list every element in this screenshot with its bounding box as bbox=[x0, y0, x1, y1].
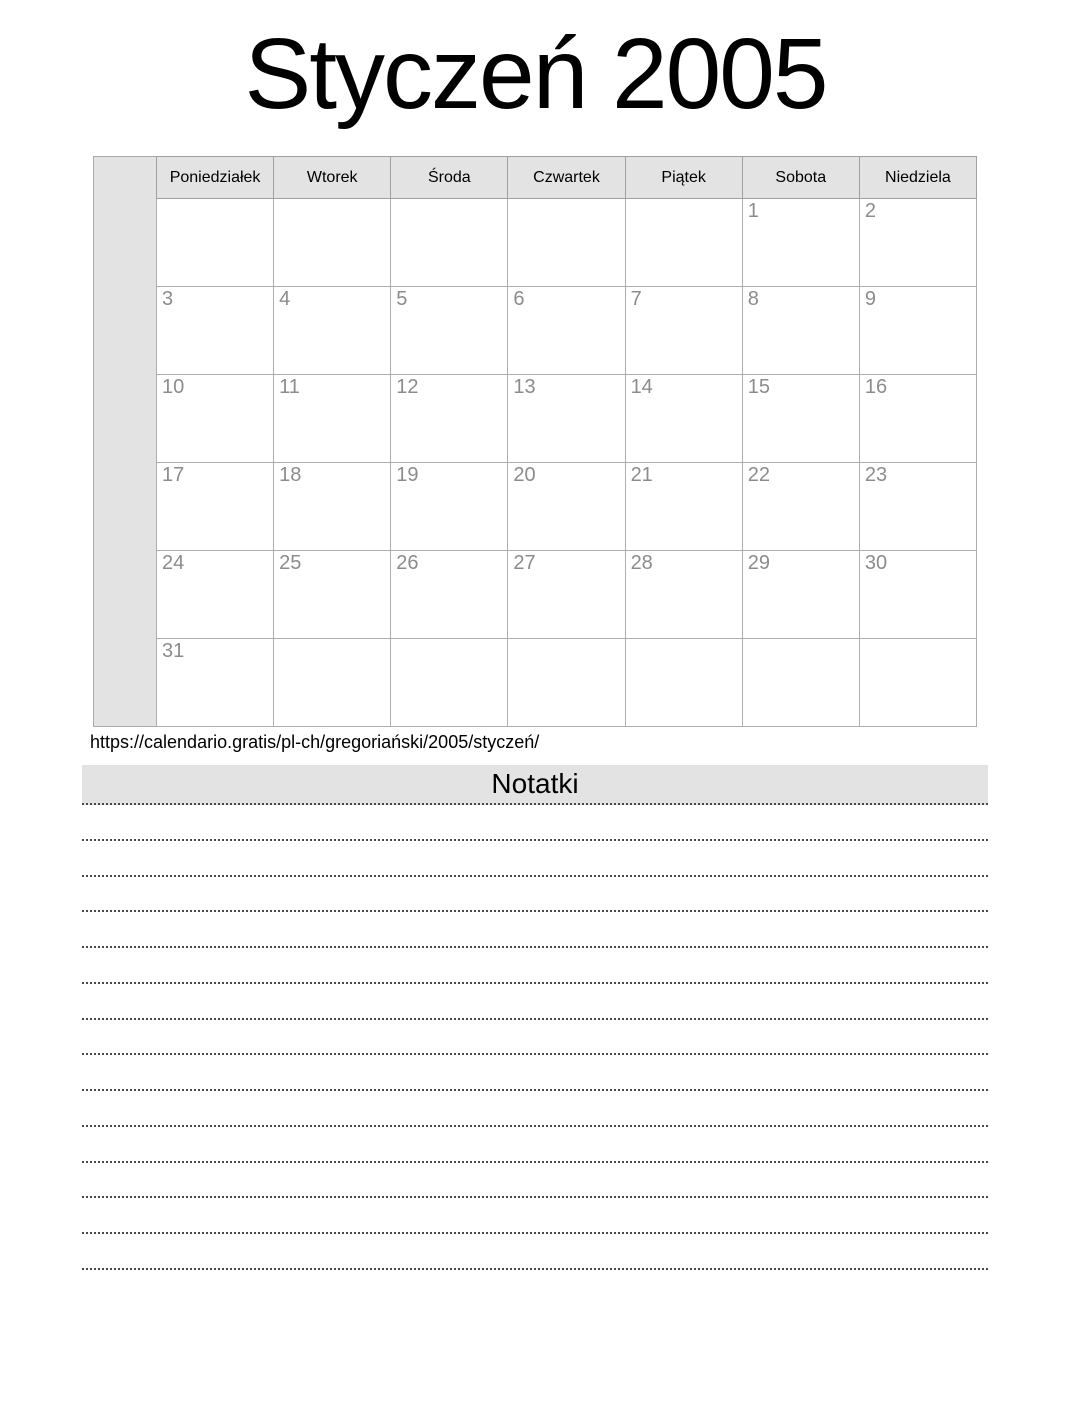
day-header-friday: Piątek bbox=[625, 157, 742, 199]
note-line bbox=[82, 984, 988, 1020]
note-line bbox=[82, 1055, 988, 1091]
day-cell: 23 bbox=[859, 463, 976, 551]
day-cell bbox=[391, 199, 508, 287]
day-cell: 27 bbox=[508, 551, 625, 639]
day-cell: 12 bbox=[391, 375, 508, 463]
week-row bbox=[157, 199, 977, 287]
day-header-sunday: Niedziela bbox=[859, 157, 976, 199]
calendar bbox=[93, 156, 977, 727]
note-line bbox=[82, 1163, 988, 1199]
day-cell: 8 bbox=[742, 287, 859, 375]
day-cell: 5 bbox=[391, 287, 508, 375]
day-cell bbox=[625, 639, 742, 727]
day-cell: 3 bbox=[157, 287, 274, 375]
day-cell: 13 bbox=[508, 375, 625, 463]
note-line bbox=[82, 1234, 988, 1270]
day-cell: 1 bbox=[742, 199, 859, 287]
day-cell: 14 bbox=[625, 375, 742, 463]
day-cell: 21 bbox=[625, 463, 742, 551]
day-cell: 9 bbox=[859, 287, 976, 375]
calendar-header-row bbox=[157, 157, 977, 199]
day-cell: 28 bbox=[625, 551, 742, 639]
day-cell: 2 bbox=[859, 199, 976, 287]
day-cell: 10 bbox=[157, 375, 274, 463]
day-header-wednesday: Środa bbox=[391, 157, 508, 199]
day-cell: 18 bbox=[274, 463, 391, 551]
page-title: Styczeń 2005 bbox=[244, 18, 827, 130]
week-row bbox=[157, 375, 977, 463]
day-header-thursday: Czwartek bbox=[508, 157, 625, 199]
day-cell: 16 bbox=[859, 375, 976, 463]
day-cell bbox=[625, 199, 742, 287]
day-cell: 31 bbox=[157, 639, 274, 727]
day-cell: 30 bbox=[859, 551, 976, 639]
day-header-monday: Poniedziałek bbox=[157, 157, 274, 199]
note-line bbox=[82, 877, 988, 913]
day-cell: 24 bbox=[157, 551, 274, 639]
note-line bbox=[82, 1198, 988, 1234]
calendar-table bbox=[156, 156, 977, 727]
day-cell bbox=[274, 199, 391, 287]
day-cell: 11 bbox=[274, 375, 391, 463]
notes-section bbox=[82, 765, 988, 1270]
day-header-saturday: Sobota bbox=[742, 157, 859, 199]
day-cell bbox=[508, 199, 625, 287]
day-cell bbox=[508, 639, 625, 727]
day-cell: 4 bbox=[274, 287, 391, 375]
note-line bbox=[82, 1091, 988, 1127]
day-cell bbox=[391, 639, 508, 727]
day-cell: 19 bbox=[391, 463, 508, 551]
day-cell bbox=[274, 639, 391, 727]
note-line bbox=[82, 948, 988, 984]
day-cell: 20 bbox=[508, 463, 625, 551]
week-row bbox=[157, 551, 977, 639]
week-row bbox=[157, 463, 977, 551]
day-cell: 22 bbox=[742, 463, 859, 551]
week-row bbox=[157, 639, 977, 727]
day-cell: 26 bbox=[391, 551, 508, 639]
notes-title: Notatki bbox=[82, 765, 988, 805]
note-line bbox=[82, 912, 988, 948]
day-cell: 25 bbox=[274, 551, 391, 639]
note-line bbox=[82, 1127, 988, 1163]
day-cell: 29 bbox=[742, 551, 859, 639]
calendar-side-strip bbox=[93, 156, 156, 727]
day-cell: 17 bbox=[157, 463, 274, 551]
source-url-text: https://calendario.gratis/pl-ch/gregoriański/2005/styczeń/ bbox=[90, 732, 540, 752]
day-cell bbox=[742, 639, 859, 727]
note-line bbox=[82, 841, 988, 877]
day-cell bbox=[859, 639, 976, 727]
week-row bbox=[157, 287, 977, 375]
note-line bbox=[82, 1020, 988, 1056]
day-cell bbox=[157, 199, 274, 287]
day-cell: 6 bbox=[508, 287, 625, 375]
day-cell: 7 bbox=[625, 287, 742, 375]
note-line bbox=[82, 805, 988, 841]
day-header-tuesday: Wtorek bbox=[274, 157, 391, 199]
day-cell: 15 bbox=[742, 375, 859, 463]
